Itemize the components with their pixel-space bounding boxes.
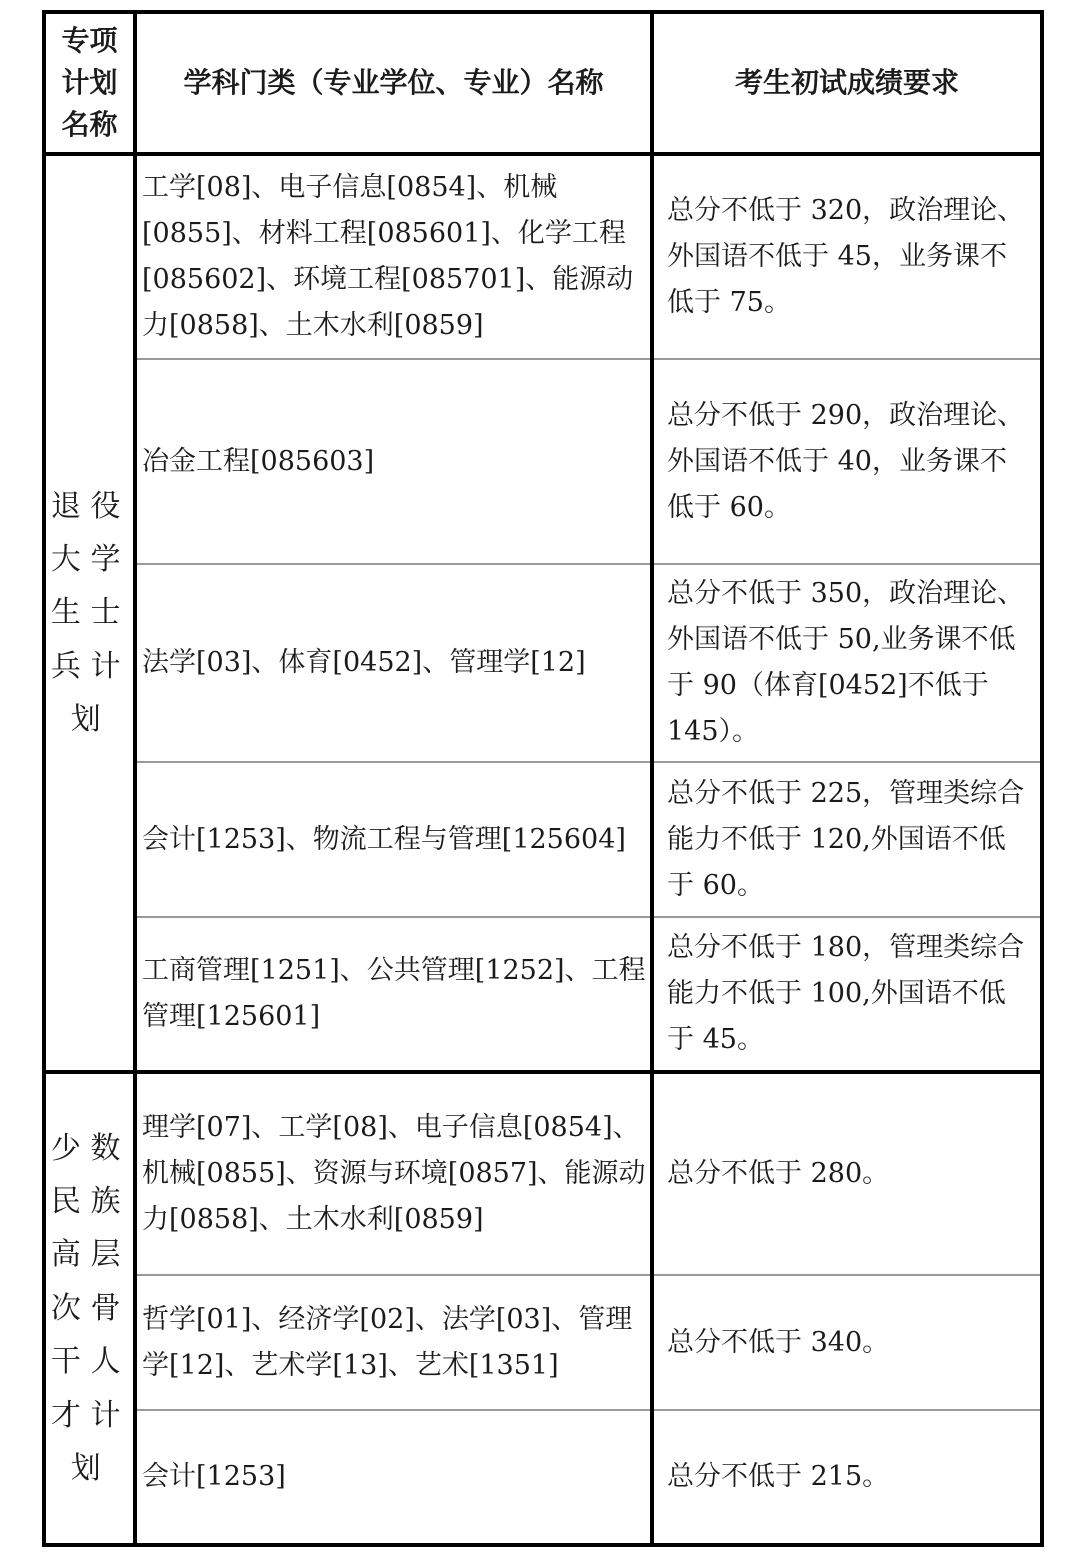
admission-score-table (42, 10, 1044, 1547)
header-plan-name: 专项计划名称 (44, 12, 135, 154)
table-row (44, 1275, 1042, 1410)
table-row (44, 917, 1042, 1072)
table-row (44, 564, 1042, 762)
score-cell: 总分不低于 180，管理类综合能力不低于 100,外国语不低于 45。 (652, 917, 1042, 1072)
score-cell: 总分不低于 215。 (652, 1410, 1042, 1545)
majors-cell: 工学[08]、电子信息[0854]、机械[0855]、材料工程[085601]、化学工程[085602]、环境工程[085701]、能源动力[0858]、土木水利[0859] (135, 154, 652, 359)
table-row (44, 154, 1042, 359)
majors-cell: 冶金工程[085603] (135, 359, 652, 564)
plan-label: 退役大学生士兵计划 (50, 488, 131, 738)
score-cell: 总分不低于 340。 (652, 1275, 1042, 1410)
plan-label: 少数民族高层次骨干人才计划 (50, 1130, 131, 1486)
plan-cell-veteran-soldier (44, 154, 135, 1072)
table-row (44, 762, 1042, 917)
header-score-requirement: 考生初试成绩要求 (652, 12, 1042, 154)
majors-cell: 会计[1253]、物流工程与管理[125604] (135, 762, 652, 917)
score-cell: 总分不低于 225，管理类综合能力不低于 120,外国语不低于 60。 (652, 762, 1042, 917)
majors-cell: 工商管理[1251]、公共管理[1252]、工程管理[125601] (135, 917, 652, 1072)
plan-cell-minority-backbone (44, 1072, 135, 1545)
majors-cell: 法学[03]、体育[0452]、管理学[12] (135, 564, 652, 762)
table-row (44, 1410, 1042, 1545)
table-header-row (44, 12, 1042, 154)
score-cell: 总分不低于 320，政治理论、外国语不低于 45，业务课不低于 75。 (652, 154, 1042, 359)
table-row (44, 1072, 1042, 1275)
score-cell: 总分不低于 350，政治理论、外国语不低于 50,业务课不低于 90（体育[0452]不低于 145）。 (652, 564, 1042, 762)
score-cell: 总分不低于 280。 (652, 1072, 1042, 1275)
majors-cell: 理学[07]、工学[08]、电子信息[0854]、机械[0855]、资源与环境[0857]、能源动力[0858]、土木水利[0859] (135, 1072, 652, 1275)
header-majors: 学科门类（专业学位、专业）名称 (135, 12, 652, 154)
table-row (44, 359, 1042, 564)
majors-cell: 会计[1253] (135, 1410, 652, 1545)
majors-cell: 哲学[01]、经济学[02]、法学[03]、管理学[12]、艺术学[13]、艺术[1351] (135, 1275, 652, 1410)
score-cell: 总分不低于 290，政治理论、外国语不低于 40，业务课不低于 60。 (652, 359, 1042, 564)
